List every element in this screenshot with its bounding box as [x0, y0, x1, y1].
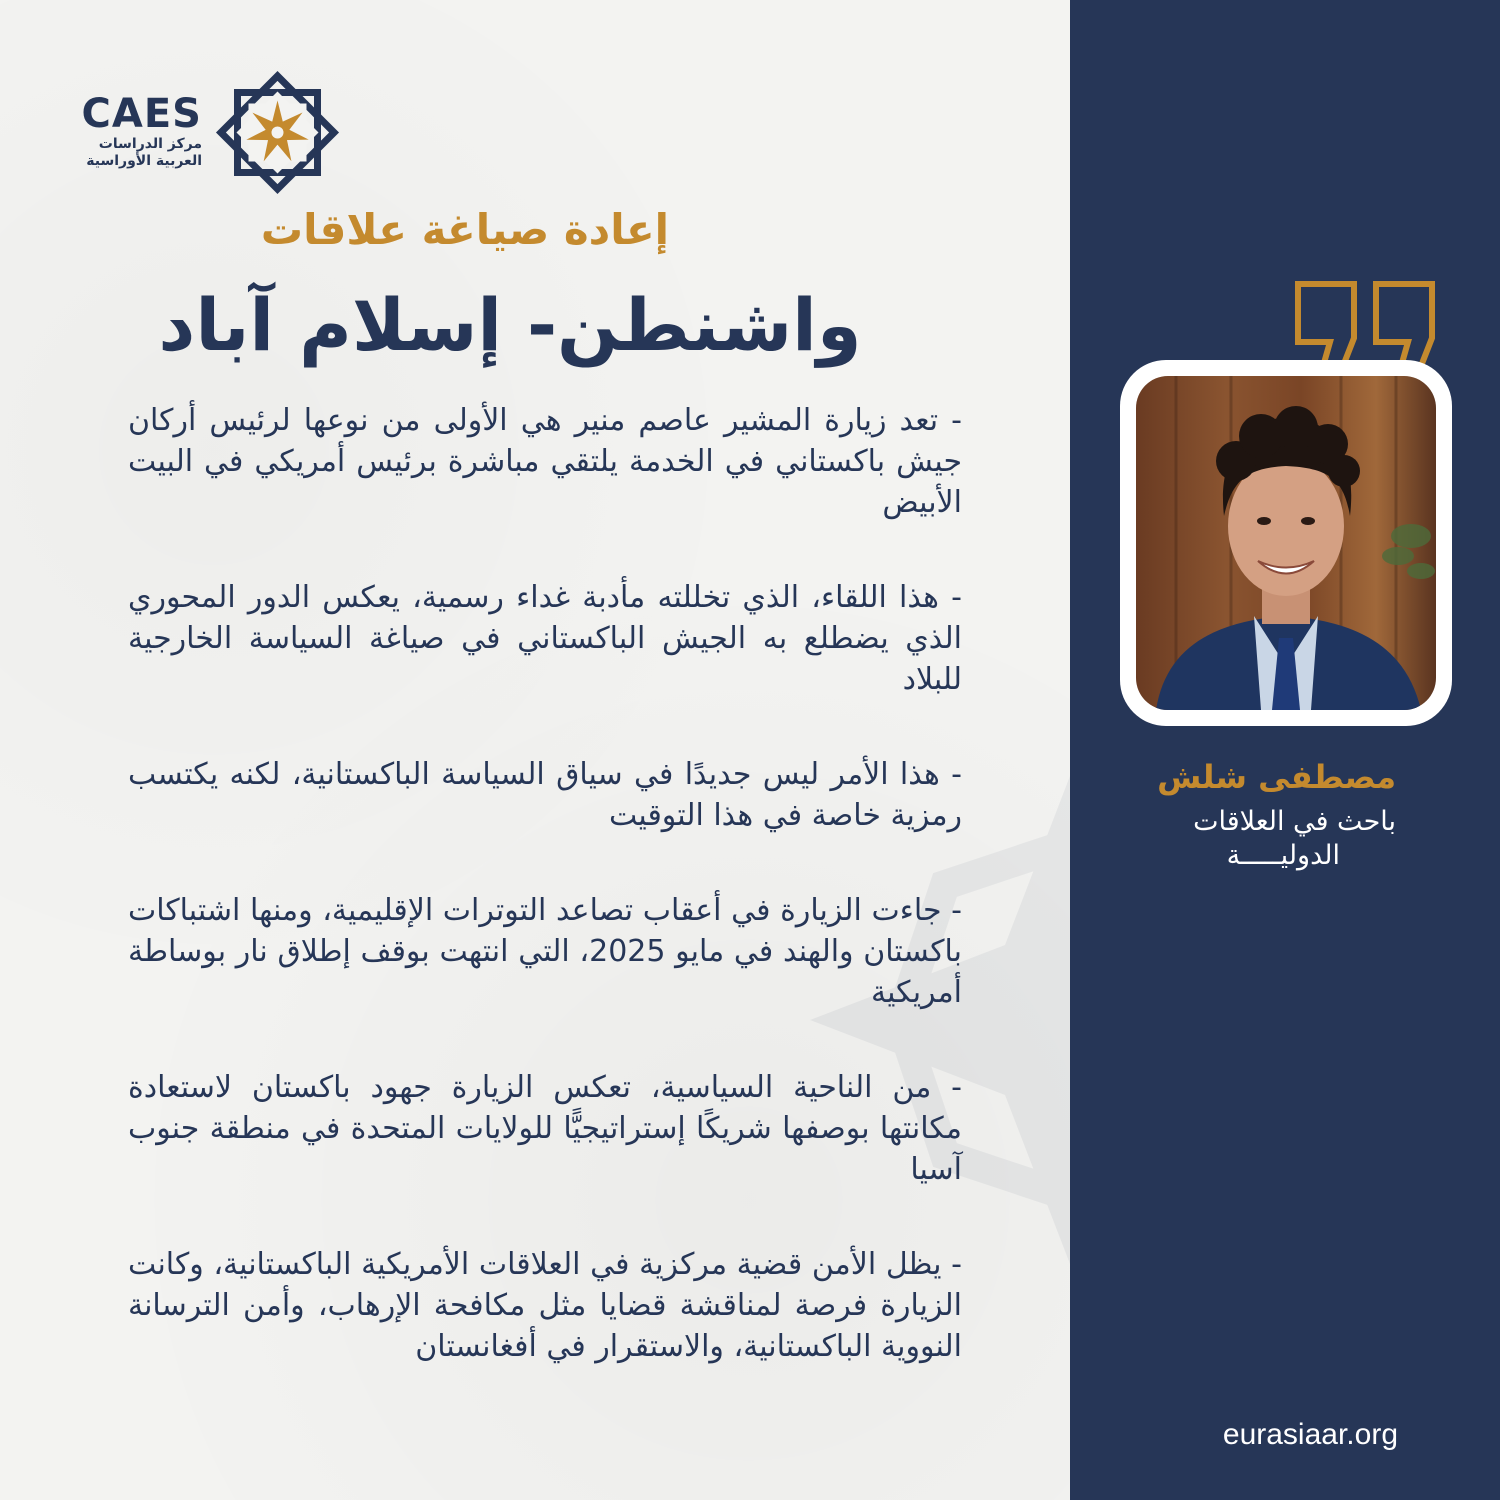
- title-line1: إعادة صياغة علاقات: [260, 205, 670, 254]
- author-name: مصطفى شلش: [1157, 758, 1396, 796]
- paragraph: - من الناحية السياسية، تعكس الزيارة جهود باكستان لاستعادة مكانتها بوصفها شريكًا إستراتيجيًّا للولايات المتحدة في منطقة جنوب آسيا: [128, 1070, 962, 1187]
- paragraph: - تعد زيارة المشير عاصم منير هي الأولى من نوعها لرئيس أركان جيش باكستاني في الخدمة يلتقي مباشرة برئيس أمريكي في البيت الأبيض: [128, 403, 962, 520]
- caes-logo[interactable]: [80, 70, 340, 195]
- author-role-line1: باحث في العلاقات: [1193, 806, 1396, 837]
- portrait-illustration: [1136, 376, 1436, 710]
- paragraph: - جاءت الزيارة في أعقاب تصاعد التوترات الإقليمية، ومنها اشتباكات باكستان والهند في مايو 2025، التي انتهت بوقف إطلاق نار بوساطة أمريكية: [128, 893, 962, 1010]
- title-line2: واشنطن- إسلام آباد: [158, 283, 862, 367]
- logo-text: [80, 92, 202, 170]
- author-photo-frame: [1120, 360, 1452, 726]
- paragraph: - يظل الأمن قضية مركزية في العلاقات الأمريكية الباكستانية، وكانت الزيارة فرصة لمناقشة قضايا مثل مكافحة الإرهاب، وأمن الترسانة النووية الباكستانية، والاستقرار في أفغانستان: [128, 1247, 962, 1364]
- author-role-line2: الدوليـــــة: [1226, 840, 1340, 871]
- logo-acronym: CAES: [81, 91, 202, 137]
- author-photo: [1136, 376, 1436, 710]
- author-role: [1100, 805, 1396, 873]
- article-body: [128, 400, 962, 1421]
- right-panel: [1070, 0, 1500, 1500]
- eight-point-star-icon: [215, 70, 340, 195]
- website-link[interactable]: eurasiaar.org: [1222, 1418, 1398, 1451]
- paragraph: - هذا اللقاء، الذي تخللته مأدبة غداء رسمية، يعكس الدور المحوري الذي يضطلع به الجيش الباكستاني في صياغة السياسة الخارجية للبلاد: [128, 580, 962, 697]
- logo-arabic-line2: العربية الأوراسية: [86, 153, 202, 169]
- logo-arabic-line1: مركز الدراسات: [98, 136, 202, 152]
- paragraph: - هذا الأمر ليس جديدًا في سياق السياسة الباكستانية، لكنه يكتسب رمزية خاصة في هذا التوقيت: [128, 757, 962, 833]
